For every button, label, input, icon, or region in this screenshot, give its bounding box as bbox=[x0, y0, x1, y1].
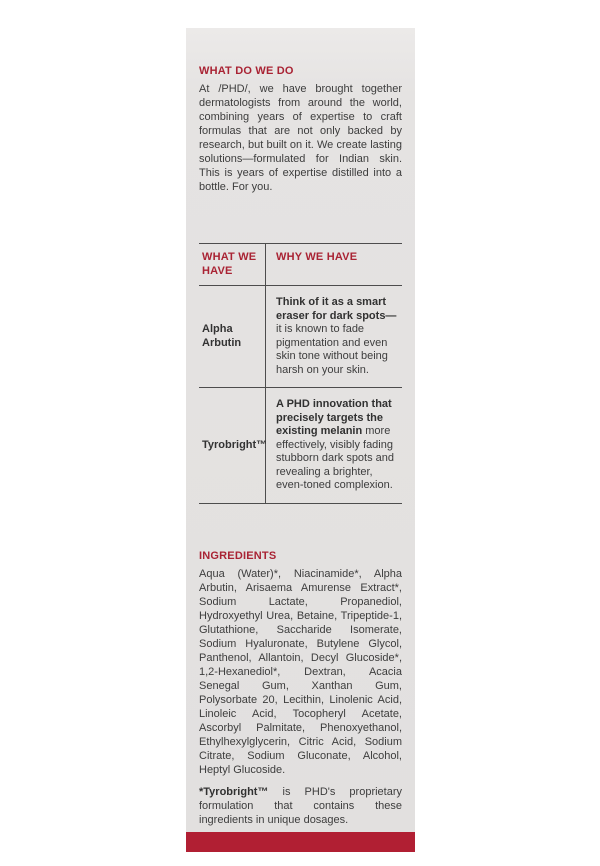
benefit-bold-text: Think of it as a smart eraser for dark spots— bbox=[276, 296, 397, 322]
tyrobright-footnote bbox=[199, 785, 402, 827]
what-we-do-heading: WHAT DO WE DO bbox=[199, 65, 294, 77]
bottom-accent-bar bbox=[186, 832, 415, 852]
benefit-rest-text: more effectively, visibly fading stubborn dark spots and revealing a brighter, even-toned complexion. bbox=[276, 425, 395, 491]
section-what-we-do bbox=[199, 65, 402, 194]
footnote-rest-text: is PHD's proprietary formulation that contains these ingredients in unique dosages. bbox=[199, 786, 402, 826]
comparison-table bbox=[199, 243, 402, 504]
ingredient-name-cell: Alpha Arbutin bbox=[199, 286, 266, 387]
ingredient-benefit-cell bbox=[266, 286, 402, 387]
header-cell-why-we-have bbox=[266, 244, 402, 285]
benefit-rest-text: it is known to fade pigmentation and even skin tone without being harsh on your skin. bbox=[276, 323, 388, 376]
section-ingredients bbox=[199, 550, 402, 827]
benefit-bold-text: A PHD innovation that precisely targets the existing melanin bbox=[276, 398, 392, 437]
table-row-tyrobright bbox=[199, 388, 402, 504]
ingredient-benefit-cell bbox=[266, 388, 402, 503]
ingredients-list: Aqua (Water)*, Niacinamide*, Alpha Arbutin, Arisaema Amurense Extract*, Sodium Lactate, Propanediol, Hydroxyethyl Urea, Betaine, Tripeptide-1, Glutathione, Saccharide Isomerate, Sodium Hyaluronate, Butylene Glycol, Panthenol, Allantoin, Decyl Glucoside*, 1,2-Hexanediol*, Dextran, Acacia Senegal Gum, Xanthan Gum, Polysorbate 20, Lecithin, Linolenic Acid, Linoleic Acid, Tocopheryl Acetate, Ascorbyl Palmitate, Phenoxyethanol, Ethylhexylglycerin, Citric Acid, Sodium Citrate, Sodium Gluconate, Alcohol, Heptyl Glucoside. bbox=[199, 568, 402, 776]
table-row-alpha-arbutin bbox=[199, 286, 402, 388]
header-label-what: WHAT WE HAVE bbox=[202, 251, 257, 277]
table-header-row bbox=[199, 244, 402, 286]
ingredient-name-cell: Tyrobright™ bbox=[199, 388, 266, 503]
header-cell-what-we-have bbox=[199, 244, 266, 285]
what-we-do-text: At /PHD/, we have brought together dermatologists from around the world, combining years of expertise to craft formulas that are not only backed by research, but built on it. We create lasting solutions—formulated for Indian skin. This is years of expertise distilled into a bottle. For you. bbox=[199, 83, 402, 193]
ingredients-heading: INGREDIENTS bbox=[199, 550, 277, 562]
footnote-bold-label: *Tyrobright™ bbox=[199, 786, 269, 798]
header-label-why: WHY WE HAVE bbox=[276, 251, 358, 263]
product-info-panel bbox=[186, 28, 415, 852]
